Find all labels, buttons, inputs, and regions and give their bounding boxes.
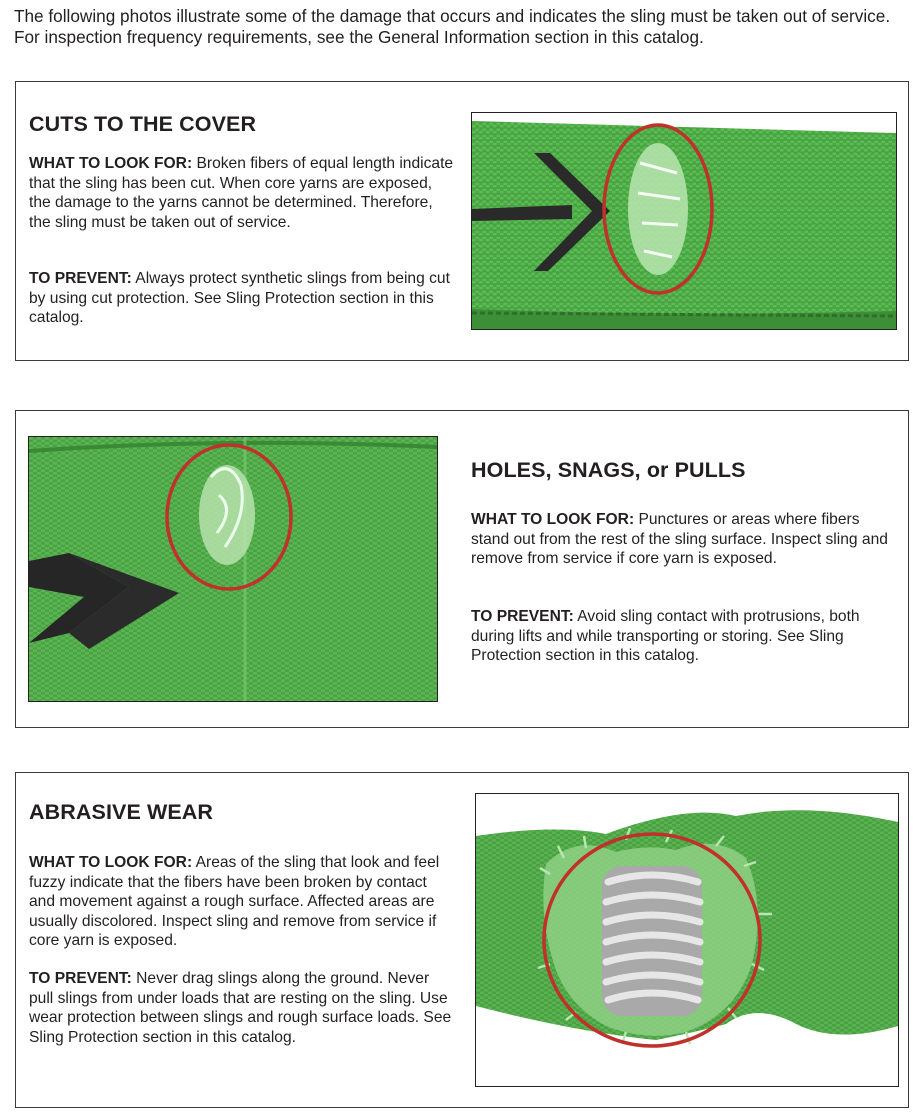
intro-text: The following photos illustrate some of the damage that occurs and indicates the sling must be taken out of service. For inspection frequency requirements, see the General Information section in this catalog. xyxy=(14,6,891,47)
to-prevent-label: TO PREVENT: xyxy=(471,608,574,625)
what-to-look-for-paragraph xyxy=(471,510,891,569)
what-to-look-for-paragraph xyxy=(29,154,454,232)
what-to-look-for-label: WHAT TO LOOK FOR: xyxy=(29,854,193,871)
what-to-look-for-text: Broken fibers of equal length indicate that the sling has been cut. When core yarns are exposed, the damage to the yarns cannot be determined. Therefore, the sling must be taken out of service. xyxy=(29,155,454,231)
to-prevent-text: Never drag slings along the ground. Never pull slings from under loads that are resting on the sling. Use wear protection between slings and rough surface loads. See Sling Protection section in this catalog. xyxy=(29,970,452,1046)
to-prevent-label: TO PREVENT: xyxy=(29,970,132,987)
section-title: ABRASIVE WEAR xyxy=(29,800,214,824)
cut-cover-photo xyxy=(471,112,897,330)
section-title: HOLES, SNAGS, or PULLS xyxy=(471,458,746,482)
cut-damage-icon xyxy=(628,143,688,275)
to-prevent-text: Avoid sling contact with protrusions, both during lifts and while transporting or storing. See Sling Protection section in this catalog. xyxy=(471,608,860,664)
to-prevent-paragraph xyxy=(471,607,891,666)
section-abrasive-panel xyxy=(15,772,909,1108)
section-holes-panel xyxy=(15,410,909,728)
what-to-look-for-label: WHAT TO LOOK FOR: xyxy=(471,511,635,528)
abrasive-wear-photo xyxy=(475,793,899,1087)
core-yarn-icon xyxy=(602,866,702,1016)
what-to-look-for-text: Punctures or areas where fibers stand out from the rest of the sling surface. Inspect sling and remove from service if core yarn is exposed. xyxy=(471,511,888,567)
what-to-look-for-label: WHAT TO LOOK FOR: xyxy=(29,155,193,172)
section-cuts-panel xyxy=(15,81,909,361)
what-to-look-for-paragraph xyxy=(29,853,454,951)
what-to-look-for-text: Areas of the sling that look and feel fuzzy indicate that the fibers have been broken by contact and movement against a rough surface. Affected areas are usually discolored. Inspect sling and remove from service if core yarn is exposed. xyxy=(29,854,440,949)
to-prevent-label: TO PREVENT: xyxy=(29,270,132,287)
to-prevent-paragraph xyxy=(29,969,454,1047)
holes-snags-photo xyxy=(28,436,438,702)
to-prevent-paragraph xyxy=(29,269,454,328)
snag-damage-icon xyxy=(199,465,255,565)
to-prevent-text: Always protect synthetic slings from being cut by using cut protection. See Sling Protection section in this catalog. xyxy=(29,270,450,326)
section-title: CUTS TO THE COVER xyxy=(29,112,257,136)
